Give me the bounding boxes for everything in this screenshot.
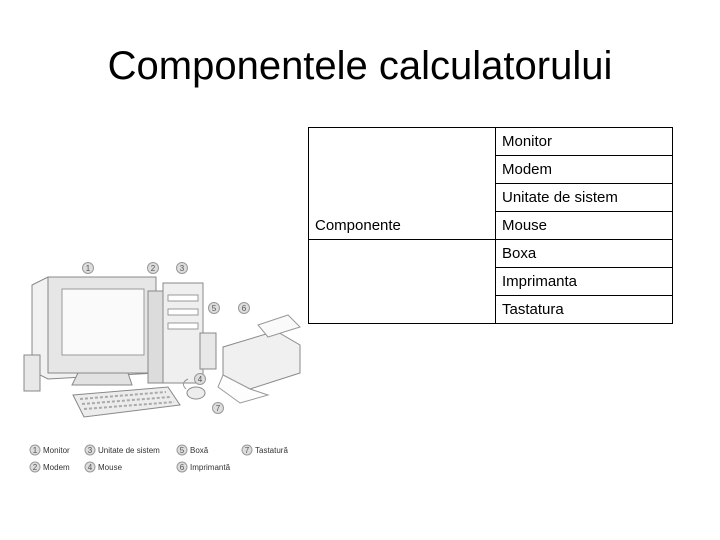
svg-text:Boxă: Boxă [190,446,209,455]
component-mouse: Mouse [496,212,673,240]
svg-text:4: 4 [197,375,203,384]
component-speaker: Boxa [496,240,673,268]
svg-text:7: 7 [215,404,221,413]
callout-2 [148,263,159,274]
svg-text:1: 1 [32,446,38,455]
legend-item-2 [30,462,70,472]
component-printer: Imprimanta [496,268,673,296]
legend-item-5 [177,445,209,455]
system-unit-icon [148,283,203,383]
component-system-unit: Unitate de sistem [496,184,673,212]
monitor-icon [32,277,156,385]
legend-item-7 [242,445,288,455]
table-empty-cell [309,128,496,156]
keyboard-icon [73,387,180,417]
callout-6 [239,303,250,314]
components-table [308,127,673,324]
callout-7 [213,403,224,414]
svg-text:3: 3 [179,264,185,273]
svg-text:6: 6 [241,304,247,313]
table-row-label: Componente [309,212,496,240]
callout-3 [177,263,188,274]
svg-text:Unitate de sistem: Unitate de sistem [98,446,160,455]
computer-illustration [18,255,308,480]
legend-item-4 [85,462,123,472]
slide-title: Componentele calculatorului [107,44,613,88]
svg-text:5: 5 [211,304,217,313]
component-keyboard: Tastatura [496,296,673,324]
legend [30,445,288,472]
callout-1 [83,263,94,274]
legend-item-1 [30,445,70,455]
svg-text:Imprimantă: Imprimantă [190,463,231,472]
table-empty-cell [309,240,496,268]
callout-4 [195,374,206,385]
printer-icon [218,315,300,403]
svg-text:5: 5 [179,446,185,455]
svg-text:Modem: Modem [43,463,70,472]
legend-item-6 [177,462,231,472]
svg-text:4: 4 [87,463,93,472]
svg-text:3: 3 [87,446,93,455]
svg-text:Monitor: Monitor [43,446,70,455]
svg-text:2: 2 [150,264,156,273]
table-empty-cell [309,184,496,212]
table-empty-cell [309,268,496,296]
component-monitor: Monitor [496,128,673,156]
callout-5 [209,303,220,314]
table-empty-cell [309,296,496,324]
legend-item-3 [85,445,160,455]
svg-text:Tastatură: Tastatură [255,446,288,455]
svg-text:2: 2 [32,463,38,472]
component-modem: Modem [496,156,673,184]
table-empty-cell [309,156,496,184]
svg-text:7: 7 [244,446,250,455]
svg-text:1: 1 [85,264,91,273]
svg-text:Mouse: Mouse [98,463,123,472]
svg-text:6: 6 [179,463,185,472]
